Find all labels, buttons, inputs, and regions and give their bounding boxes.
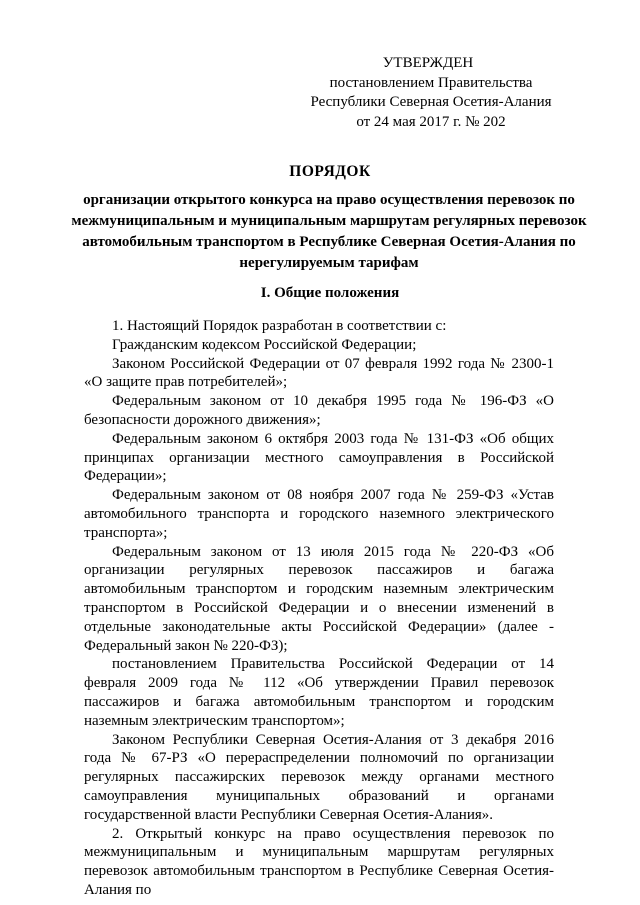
paragraph: 2. Открытый конкурс на право осуществления перевозок по межмуниципальным и муниципальным маршрутам регулярных перевозок автомобильным транспортом в Республике Северная Осетия-Алания по	[84, 825, 554, 898]
paragraph: 1. Настоящий Порядок разработан в соответствии с:	[112, 318, 447, 334]
paragraph: постановлением Правительства Российской Федерации от 14 февраля 2009 года № 112 «Об утверждении Правил перевозок пассажиров и багажа автомобильным транспортом и городским наземным электрическим транспортом»;	[84, 656, 554, 729]
paragraph: Федеральным законом от 08 ноября 2007 года № 259-ФЗ «Устав автомобильного транспорта и городского наземного электрического транспорта»;	[84, 487, 554, 541]
paragraph: Федеральным законом от 13 июля 2015 года № 220-ФЗ «Об организации регулярных перевозок пассажиров и багажа автомобильным транспортом и городским наземным электрическим транспортом в Российской Федерации и о внесении изменений в отдельные законодательные акты Российской Федерации» (далее - Федеральный закон № 220-ФЗ);	[84, 543, 554, 654]
paragraph: Федеральным законом от 10 декабря 1995 года № 196-ФЗ «О безопасности дорожного движения»;	[84, 393, 554, 428]
document-subtitle: организации открытого конкурса на право осуществления перевозок по межмуниципальным и муниципальным маршрутам регулярных перевозок автомобильным транспортом в Республике Северная Осетия-Алания по нерегулируемым тарифам	[71, 192, 587, 271]
paragraph: Законом Республики Северная Осетия-Алания от 3 декабря 2016 года № 67-РЗ «О перераспределении полномочий по организации регулярных пассажирских перевозок между органами местного самоуправления муниципальных образований и органами государственной власти Республики Северная Осетия-Алания».	[84, 731, 554, 823]
approval-line-2: Республики Северная Осетия-Алания	[310, 94, 552, 110]
document-body	[84, 317, 554, 900]
approval-line-1: постановлением Правительства	[329, 74, 533, 91]
approval-title: УТВЕРЖДЕН	[382, 55, 474, 71]
section-heading: I. Общие положения	[260, 285, 400, 301]
document-title: ПОРЯДОК	[289, 163, 371, 180]
approval-stamp	[300, 54, 600, 132]
approval-line-3: от 24 мая 2017 г. № 202	[356, 113, 506, 130]
paragraph: Законом Российской Федерации от 07 февраля 1992 года № 2300-1 «О защите прав потребителей»;	[84, 355, 554, 391]
paragraph: Гражданским кодексом Российской Федерации;	[112, 336, 417, 353]
paragraph: Федеральным законом 6 октября 2003 года № 131-ФЗ «Об общих принципах организации местного самоуправления в Российской Федерации»;	[84, 430, 554, 485]
